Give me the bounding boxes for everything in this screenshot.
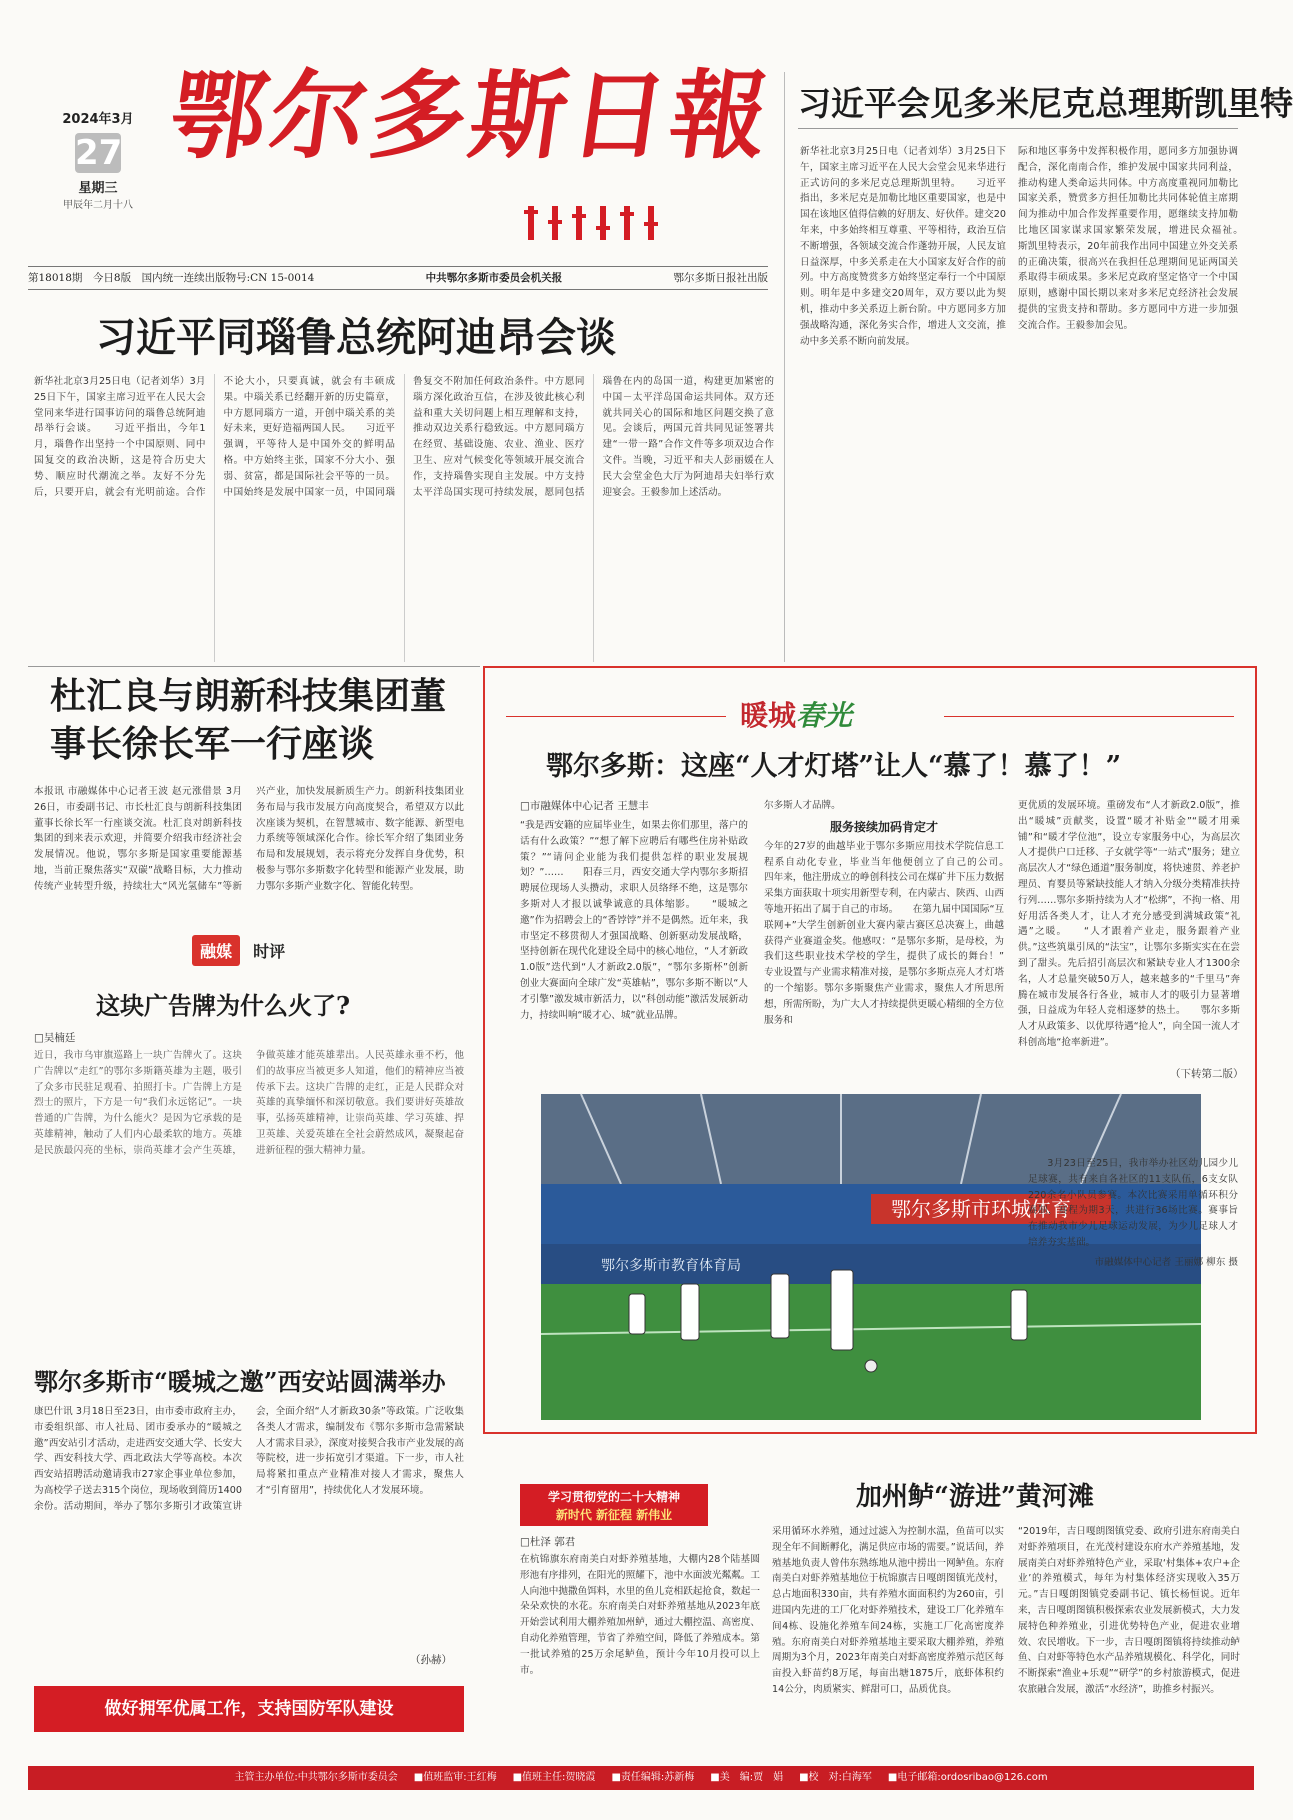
photo-credit: 市融媒体中心记者 王丽娜 柳东 摄 (1094, 1256, 1238, 1268)
date-year-month: 2024年3月 (62, 112, 134, 127)
headline-xi-dominica: 习近平会见多米尼克总理斯凯里特 (798, 84, 1293, 123)
headline-xi-main: 习近平同瑙鲁总统阿迪昂会谈 (96, 314, 616, 361)
commentary-tag: 时评 (253, 942, 286, 961)
article-xi-dominica-col2: 际和地区事务中发挥积极作用，愿同多方加强协调配合，深化南南合作，维护发展中国家共同利益，推动构建人类命运共同体。中方高度重视同加勒比国家关系，赞赏多方担任加勒比共同体轮值主席期间为推动中加合作发挥重要作用，愿继续支持加勒比地区国家谋求国家繁荣发展，增进民众福祉。 斯凯里特表示，20年前我作出同中国建立外交关系的正确决策，很高兴在我担任总理期间见证两国关系取得丰硕成果。多米尼克政府坚定恪守一个中国原则，感谢中国长期以来对多米尼克经济社会发展提供的宝贵支持和帮助。多方愿同中方进一步加强交流合作。王毅参加会见。 (1018, 146, 1258, 331)
mongolian-script-logo (520, 200, 670, 244)
masthead-title: 鄂尔多斯日報 (163, 59, 779, 172)
footer-editor-sign: ■值班主任:贺晓霞 (512, 1772, 596, 1783)
feature-title: 鄂尔多斯：这座“人才灯塔”让人“慕了！慕了！” (546, 751, 1122, 782)
byline-fish: □杜泽 郭君 (520, 1536, 576, 1548)
publisher-label: 鄂尔多斯日报社出版 (673, 272, 768, 284)
footer-art-editor: ■美 编:贾 娟 (710, 1772, 784, 1783)
photo-caption-text: 3月23日至25日，我市举办社区幼儿园少儿足球赛，共有来自各社区的11支队伍，6支女队220余名小队员参赛。本次比赛采用单循环积分赛制，赛程为期3天，共进行36场比赛。赛事旨在推动我市少儿足球运动发展，为少儿足球人才培养夯实基础。 (1028, 1158, 1238, 1248)
feature-byline: □市融媒体中心记者 王慧丰 (520, 800, 649, 812)
divider (28, 666, 480, 667)
column-divider (784, 72, 785, 662)
issue-number: 第18018期 今日8版 国内统一连续出版物号:CN 15-0014 (28, 272, 315, 284)
photo-banner-text: 鄂尔多斯市环城体育 (891, 1197, 1071, 1221)
feature-divider-right (944, 716, 1234, 717)
headline-xian-event: 鄂尔多斯市“暖城之邀”西安站圆满举办 (34, 1367, 446, 1396)
article-xian-event: 康巴什讯 3月18日至23日，由市委市政府主办，市委组织部、市人社局、团市委承办的“暖城之邀”西安站引才活动，走进西安交通大学、长安大学、西安科技大学、西北政法大学等高校。本次西安站招聘活动邀请我市27家企事业单位参加，为高校学子送去315个岗位，现场收到简历1400余份。活动期间，举办了鄂尔多斯引才政策宣讲会，全面介绍“人才新政30条”等政策。广泛收集各类人才需求，编制发布《鄂尔多斯市急需紧缺人才需求目录》，深度对接契合我市产业发展的高等院校，进一步拓宽引才渠道。下一步，市人社局将紧扣重点产业精准对接人才需求，聚焦人才“引育留用”，持续优化人才发展环境。 (34, 1406, 464, 1512)
feature-brand-red: 暖城 (740, 699, 797, 732)
feature-divider-left (506, 716, 726, 717)
study-banner-line2: 新时代 新征程 新伟业 (555, 1508, 673, 1522)
feature-col2-lead: 尔多斯人才品牌。 (764, 800, 841, 811)
photo-wall-text: 鄂尔多斯市教育体育局 (601, 1258, 741, 1274)
photo-caption (1028, 1156, 1238, 1271)
party-organ-label: 中共鄂尔多斯市委员会机关报 (425, 272, 563, 284)
article-du-meeting: 本报讯 市融媒体中心记者王波 赵元涨借景 3月26日，市委副书记、市长杜汇良与朗新科技集团董事长徐长军一行座谈交流。杜汇良对朗新科技集团的到来表示欢迎，并简要介绍我市经济社会发展情况。他说，鄂尔多斯是国家重要能源基地，当前正聚焦落实“双碳”战略目标，大力推动传统产业转型升级，持续壮大“风光氢储车”等新兴产业，加快发展新质生产力。朗新科技集团业务布局与我市发展方向高度契合，希望双方以此次座谈为契机，在智慧城市、数字能源、新型电力系统等领域深化合作。徐长军介绍了集团业务布局和发展规划，表示将充分发挥自身优势，积极参与鄂尔多斯数字化转型和能源产业发展，助力鄂尔多斯产业数字化、智能化转型。 (34, 786, 464, 892)
feature-brand-green: 春光 (796, 699, 853, 732)
headline-ad-commentary: 这块广告牌为什么火了? (96, 991, 351, 1020)
headline-du-text: 杜汇良与朗新科技集团董事长徐长军一行座谈 (50, 675, 447, 765)
article-xi-dominica-col1: 新华社北京3月25日电（记者刘华）3月25日下午，国家主席习近平在人民大会堂会见来华进行正式访问的多米尼克总理斯凯里特。 习近平指出，多米尼克是加勒比地区重要国家，也是中国在该地区值得信赖的好朋友、好伙伴。建交20年来，中多始终相互尊重、平等相待，政治互信不断增强，各领域交流合作蓬勃开展，人民友谊日益深厚，中多关系走在大小国家友好合作的前列。中方高度赞赏多方始终坚定奉行一个中国原则。明年是中多建交20周年，双方要以此为契机，推动中多关系迈上新台阶。中方愿同多方加强战略沟通，深化务实合作，增进人文交流，推动中多关系不断向前发展。 (800, 146, 1006, 347)
feature-col2 (764, 798, 1024, 1080)
military-banner: 做好拥军优属工作，支持国防军队建设 (34, 1686, 464, 1732)
headline-fish: 加州鲈“游进”黄河滩 (856, 1482, 1094, 1512)
feature-continue-note: （下转第二版） (1170, 1068, 1244, 1080)
footer-sponsor: 主管主办单位:中共鄂尔多斯市委员会 (234, 1772, 398, 1783)
date-day: 27 (75, 133, 123, 173)
divider (798, 128, 1238, 129)
study-banner (520, 1484, 708, 1526)
footer-chief-editor: ■责任编辑:苏新梅 (611, 1772, 695, 1783)
feature-brand (740, 694, 852, 734)
study-banner-line1: 学习贯彻党的二十大精神 (547, 1490, 680, 1504)
article-fish-col1: 在杭锦旗东府南美白对虾养殖基地，大棚内28个陆基圆形池有序排列，在阳光的照耀下，池中水面波光粼粼。工人向池中抛撒鱼饵料，水里的鱼儿竞相跃起抢食，数起一朵朵欢快的水花。东府南美白对虾养殖基地从2023年底开始尝试利用大棚养殖加州鲈，通过大棚控温、高密度、自动化养殖管理，节省了养殖空间，降低了养殖成本。第一批试养殖的25万余尾鲈鱼，预计今年10月投可以上市。 (520, 1554, 760, 1676)
feature-col3: 更优质的发展环境。重磅发布“人才新政2.0版”，推出“暖城”贡献奖，设置“暖才补贴金”“暖才用乘铺”和“暖才学位池”，设立专家服务中心，为高层次人才提供户口迁移、子女就学等“一站式”服务；建立高层次人才“绿色通道”服务制度，将快速贯、养老护理员、育婴员等紧缺技能人才纳入分级分类精准扶持行列……鄂尔多斯持续为人才“松绑”，不拘一格、用好用活各类人才，让人才充分感受到满城政策“礼遇”之暖。 “人才跟着产业走，服务跟着产业供。”这些筑巢引凤的“法宝”，让鄂尔多斯实实在在尝到了甜头。先后招引高层次和紧缺专业人才1300余名，人才总量突破50万人，越来越多的“千里马”奔腾在城市发展各行各业，城市人才的吸引力显著增强，日益成为年轻人竞相逐梦的热土。 鄂尔多斯人才从政策多、以优厚待遇“抢人”，向全国一流人才科创高地“抢率新进”。 (1018, 800, 1240, 1048)
byline-ad-commentary: □吴楠廷 (34, 1032, 76, 1044)
footer-bar (28, 1766, 1254, 1790)
date-weekday: 星期三 (78, 181, 118, 196)
footer-editor-on-duty: ■值班监审:王红梅 (413, 1772, 497, 1783)
issue-info-bar (28, 266, 768, 290)
commentary-banner (192, 935, 285, 966)
footer-proofreader: ■校 对:白海军 (799, 1772, 872, 1783)
article-fish-col3: “2019年，吉日嘎朗图镇党委、政府引进东府南美白对虾养殖项目，在光茂村建设东府水产养殖基地，发展南美白对虾养殖特色产业，采取‘村集体+农户+企业’的养殖模式，每年为村集体经济实现收入35万元。”吉日嘎朗图镇党委副书记、镇长杨恒说。近年来，吉日嘎朗图镇积极探索农业发展新模式，大力发展特色种养殖业，引进优势特色产业，促进农业增效、农民增收。下一步，吉日嘎朗图镇将持续推动鲈鱼、白对虾等特色水产品养殖规模化、科学化，同时不断探索“渔业+乐观”“研学”的乡村旅游模式，促进农旅融合发展，激活“水经济”，助推乡村振兴。 (1018, 1526, 1240, 1695)
article-xi-main: 新华社北京3月25日电（记者刘华）3月25日下午，国家主席习近平在人民大会堂同来华进行国事访问的瑙鲁总统阿迪昂举行会谈。 习近平指出，今年1月，瑙鲁作出坚持一个中国原则、同中国复交的政治决断，这是符合历史大势、顺应时代潮流之举。友好不分先后，只要开启，就会有光明前途。合作不论大小，只要真诚，就会有丰硕成果。中瑙关系已经翻开新的历史篇章，中方愿同瑙方一道，开创中瑙关系的美好未来，更好造福两国人民。 习近平强调，平等待人是中国外交的鲜明品格。中方始终主张，国家不分大小、强弱、贫富，都是国际社会平等的一员。中国始终是发展中国家一员，中国同瑙鲁复交不附加任何政治条件。中方愿同瑙方深化政治互信，在涉及彼此核心利益和重大关切问题上相互理解和支持，推动双边关系行稳致远。中方愿同瑙方在经贸、基础设施、农业、渔业、医疗卫生、应对气候变化等领域开展交流合作，支持瑙鲁实现自主发展。中方支持太平洋岛国实现可持续发展，愿同包括瑙鲁在内的岛国一道，构建更加紧密的中国－太平洋岛国命运共同体。双方还就共同关心的国际和地区问题交换了意见。会谈后，两国元首共同见证签署共建“一带一路”合作文件等多项双边合作文件。当晚，习近平和夫人彭丽媛在人民大会堂金色大厅为阿迪昂夫妇举行欢迎宴会。王毅参加上述活动。 (34, 376, 774, 498)
source-xian: （孙赫） (410, 1654, 452, 1666)
article-ad-commentary: 近日，我市乌审旗巡路上一块广告牌火了。这块广告牌以“走红”的鄂尔多斯籍英雄为主题，吸引了众多市民驻足观看、拍照打卡。广告牌上方是烈士的照片，下方是一句“我们永远铭记”。一块普通的广告牌，为什么能火？是因为它承载的是英雄精神，触动了人们内心最柔软的地方。英雄是民族最闪亮的坐标，崇尚英雄才会产生英雄，争做英雄才能英雄辈出。人民英雄永垂不朽，他们的故事应当被更多人知道，他们的精神应当被传承下去。这块广告牌的走红，正是人民群众对英雄的真挚缅怀和深切敬意。我们要讲好英雄故事，弘扬英雄精神，让崇尚英雄、学习英雄、捍卫英雄、关爱英雄在全社会蔚然成风，凝聚起奋进新征程的强大精神力量。 (34, 1050, 464, 1156)
feature-col1: “我是西安籍的应届毕业生，如果去你们那里，落户的话有什么政策？”“想了解下应聘后有哪些住房补贴政策？”“请问企业能为我们提供怎样的职业发展规划？”…… 阳春三月，西安交通大学内鄂尔多斯招聘展位现场人头攒动，求职人员络绎不绝，这是鄂尔多斯对人才报以诚挚诚意的具体缩影。 “暖城之邀”作为招聘会上的“香饽饽”并不是偶然。近年来，我市坚定不移贯彻人才强国战略、创新驱动发展战略，坚持创新在现代化建设全局中的核心地位，“人才新政1.0版”迭代到“人才新政2.0版”，“鄂尔多斯杯”创新创业大赛面向全球广发“英雄帖”，鄂尔多斯不断以“人才引擎”激发城市新活力，以“科创动能”激活发展新动力，持续叫响“暖才心、城”就业品牌。 (520, 820, 748, 1021)
footer-email: ■电子邮箱:ordosribao@126.com (887, 1772, 1048, 1783)
date-block (52, 108, 144, 211)
headline-du-meeting (50, 672, 470, 768)
feature-col2-body: 今年的27岁的曲越毕业于鄂尔多斯应用技术学院信息工程系自动化专业，毕业当年他便创立了自己的公司。 四年来，他注册成立的峥创科技公司在煤矿井下压力数据采集方面获取十项实用新型专利，在内蒙古、陕西、山西等地开拓出了属于自己的市场。 在第九届中国国际“互联网+”大学生创新创业大赛内蒙古赛区总决赛上，曲越获得产业赛道金奖。他感叹：“是鄂尔多斯，是母校，为我们这些职业技术学校的学生，提供了成长的舞台！” 专业设置与产业需求精准对接，是鄂尔多斯点亮人才灯塔的一个缩影。鄂尔多斯聚焦产业需求，聚焦人才所思所想，所需所盼，为广大人才持续提供更暖心精细的全方位服务和 (764, 840, 1024, 1026)
commentary-badge: 融媒 (192, 935, 240, 966)
article-fish-col2: 采用循环水养殖，通过过滤入为控制水温，鱼苗可以实现全年不间断孵化，满足供应市场的需要。”说话间，养殖基地负责人曾伟东熟练地从池中捞出一网鲈鱼。东府南美白对虾养殖基地位于杭锦旗吉日嘎朗图镇光茂村，总占地面积330亩，共有养殖水面面积约为260亩，引进国内先进的工厂化对虾养殖技术，建设工厂化养殖车间4栋、设施化养殖车间24栋，实施工厂化高密度养殖。东府南美白对虾养殖基地主要采取大棚养殖，养殖周期为3个月，2023年南美白对虾高密度养殖示范区每亩投入虾苗约8万尾，每亩出塘1875斤，底虾体积约14公分，肉质紧实、鲜甜可口，品质优良。 (772, 1526, 1004, 1695)
date-lunar: 甲辰年二月十八 (63, 200, 133, 211)
feature-subhead: 服务接续加码肯定才 (829, 819, 938, 834)
